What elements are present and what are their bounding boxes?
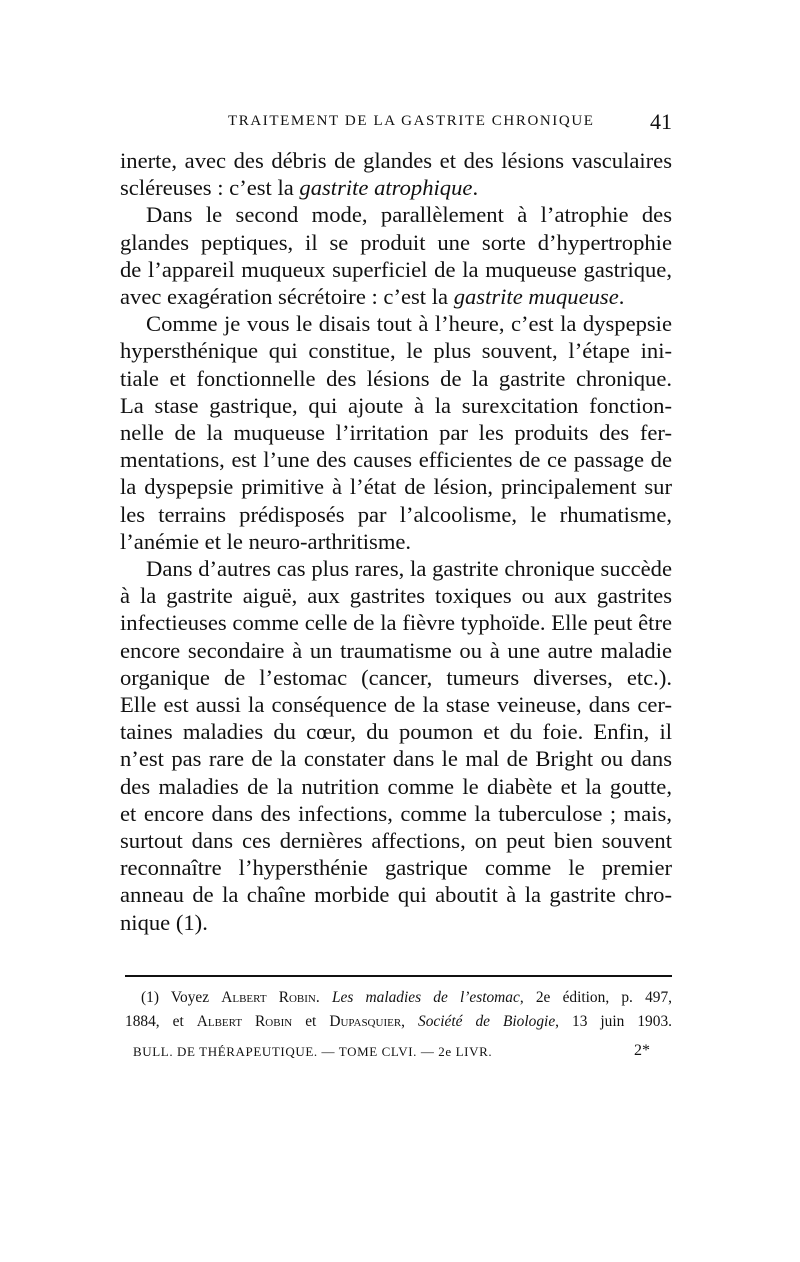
footnote-author: Albert Robin <box>196 1013 293 1030</box>
text-run: mentations, est l’une des causes efficientes de ce passage de <box>120 447 672 473</box>
text-run: organique de l’estomac (cancer, tumeurs diverses, etc.). <box>120 664 672 690</box>
text-line <box>120 555 672 582</box>
text-run: les terrains prédisposés par l’alcoolisme, le rhumatisme, <box>120 501 672 527</box>
text-run: de l’appareil muqueux superficiel de la muqueuse gastrique, <box>120 256 672 282</box>
text-line <box>120 337 672 364</box>
text-line <box>120 174 672 201</box>
text-line <box>120 528 672 555</box>
text-line <box>120 310 672 337</box>
text-line <box>120 446 672 473</box>
text-run: taines maladies du cœur, du poumon et du foie. Enfin, il <box>120 719 672 745</box>
text-run: glandes peptiques, il se produit une sorte d’hypertrophie <box>120 229 672 255</box>
text-run: Comme je vous le disais tout à l’heure, c’est la dyspepsie <box>146 311 672 337</box>
text-run: et encore dans des infections, comme la tuberculose ; mais, <box>120 800 672 826</box>
text-run: tiale et fonctionnelle des lésions de la gastrite chronique. <box>120 365 672 391</box>
text-run: inerte, avec des débris de glandes et des lésions vasculaires <box>120 148 672 173</box>
footnote-work-title: Les maladies de l’estomac <box>331 989 520 1006</box>
text-line <box>120 419 672 446</box>
text-run: n’est pas rare de la constater dans le mal de Bright ou dans <box>120 746 672 772</box>
footnote-rule <box>125 975 672 977</box>
footnote-marker: (1) <box>141 989 159 1006</box>
text-run: des maladies de la nutrition comme le diabète et la goutte, <box>120 773 672 799</box>
text-run: La stase gastrique, qui ajoute à la surexcitation fonction- <box>120 392 672 418</box>
text-line <box>120 201 672 228</box>
text-run: scléreuses : c’est la <box>120 175 300 201</box>
text-line <box>120 854 672 881</box>
text-run: Dans d’autres cas plus rares, la gastrite chronique succède <box>146 556 672 582</box>
text-line <box>120 365 672 392</box>
footnote-author: Albert Robin <box>221 989 316 1006</box>
text-line <box>120 256 672 283</box>
text-line <box>120 881 672 908</box>
footnote-line: 1884, et Albert Robin et Dupasquier, Société de Biologie, 13 juin 1903. <box>125 1013 672 1030</box>
text-line <box>120 501 672 528</box>
text-line <box>120 229 672 256</box>
page-number: 41 <box>650 109 672 134</box>
text-run: nique (1). <box>120 909 208 935</box>
text-line <box>120 773 672 800</box>
signature-text: BULL. DE THÉRAPEUTIQUE. — TOME CLVI. — 2e LIVR. <box>133 1044 493 1059</box>
body-text <box>120 147 672 936</box>
running-title: TRAITEMENT DE LA GASTRITE CHRONIQUE <box>228 113 595 129</box>
text-line <box>120 147 672 174</box>
text-run: la dyspepsie primitive à l’état de lésion, principalement sur <box>120 474 672 500</box>
italic-term: gastrite atrophique <box>299 175 473 201</box>
text-line <box>120 392 672 419</box>
text-run: surtout dans ces dernières affections, on peut bien souvent <box>120 828 672 854</box>
text-line <box>120 800 672 827</box>
text-line <box>120 609 672 636</box>
italic-term: gastrite muqueuse <box>453 284 619 310</box>
text-run: . <box>618 284 625 310</box>
text-line <box>120 283 672 310</box>
text-line <box>120 909 672 936</box>
text-line <box>120 637 672 664</box>
signature-line <box>133 1042 672 1062</box>
text-line <box>120 691 672 718</box>
text-line <box>120 582 672 609</box>
text-line <box>120 745 672 772</box>
text-line <box>120 718 672 745</box>
footnote-work-title: Société de Biologie <box>418 1013 556 1030</box>
text-run: Elle est aussi la conséquence de la stase veineuse, dans cer- <box>120 692 672 718</box>
running-header <box>120 109 672 137</box>
text-line <box>120 664 672 691</box>
text-run: anneau de la chaîne morbide qui aboutit à la gastrite chro- <box>120 882 672 908</box>
text-run: reconnaître l’hypersthénie gastrique comme le premier <box>120 855 672 881</box>
text-run: . <box>472 175 479 201</box>
text-run: nelle de la muqueuse l’irritation par les produits des fer- <box>120 420 672 446</box>
text-run: Dans le second mode, parallèlement à l’atrophie des <box>146 202 672 228</box>
text-run: infectieuses comme celle de la fièvre typhoïde. Elle peut être <box>120 610 672 636</box>
signature-mark: 2* <box>634 1042 650 1059</box>
footnote <box>125 986 672 1034</box>
text-run: hypersthénique qui constitue, le plus souvent, l’étape ini- <box>120 338 672 364</box>
text-run: encore secondaire à un traumatisme ou à une autre maladie <box>120 637 672 663</box>
text-line <box>120 473 672 500</box>
text-run: l’anémie et le neuro-arthritisme. <box>120 528 412 554</box>
text-line <box>120 827 672 854</box>
footnote-line: (1) Voyez Albert Robin. Les maladies de l’estomac, 2e édition, p. 497, <box>141 989 673 1006</box>
text-run: à la gastrite aiguë, aux gastrites toxiques ou aux gastrites <box>120 583 672 609</box>
footnote-author: Dupasquier <box>329 1013 402 1030</box>
text-run: avec exagération sécrétoire : c’est la <box>120 284 454 310</box>
